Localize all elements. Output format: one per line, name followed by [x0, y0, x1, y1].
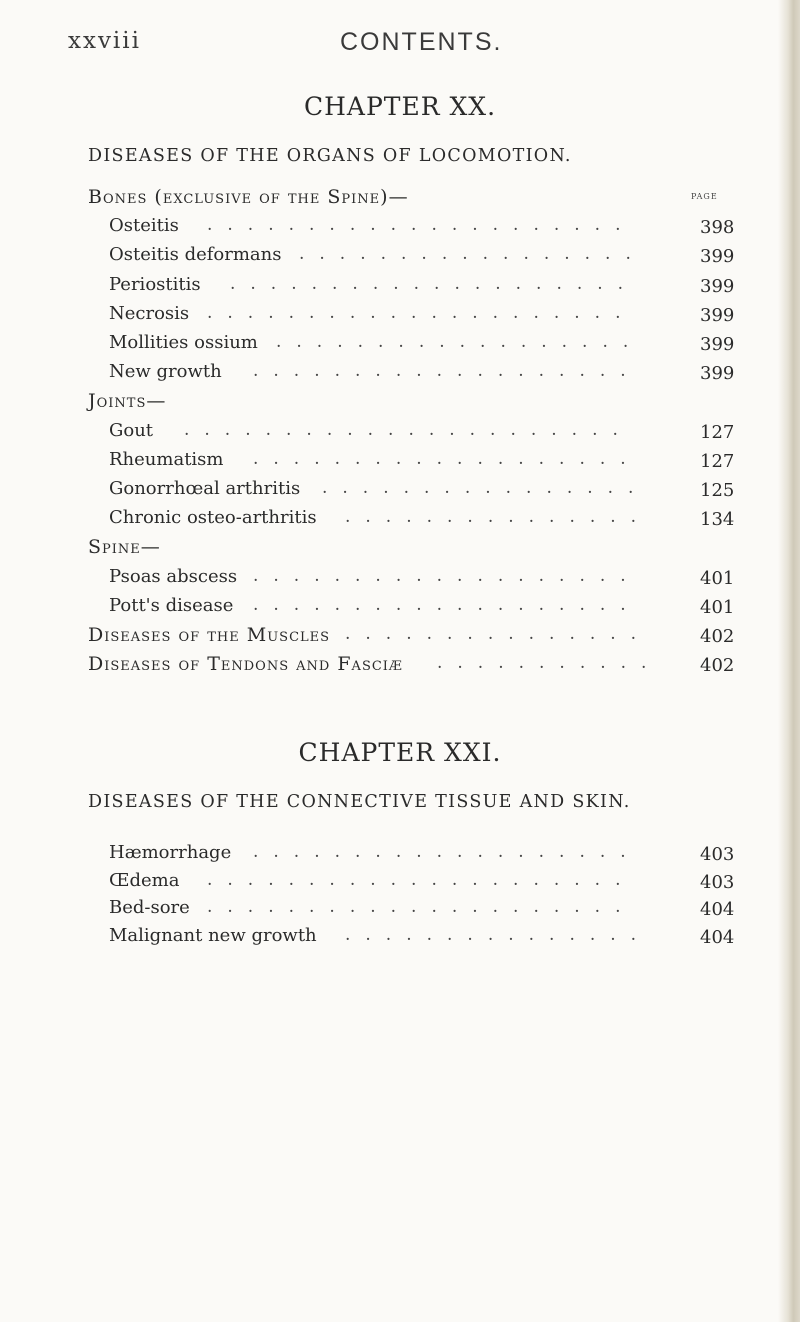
toc-entry: [109, 478, 300, 504]
toc-entry-label: Spine—: [88, 536, 161, 559]
toc-entry: [109, 897, 190, 923]
dot-leader: ......................: [184, 419, 633, 440]
toc-entry: [109, 842, 231, 868]
toc-page-number: 399: [700, 246, 735, 268]
toc-entry-label: Gonorrhœal arthritis: [109, 478, 301, 499]
toc-page-number: 399: [700, 275, 735, 297]
toc-entry-label: Bed-sore: [109, 897, 190, 919]
toc-entry-label: Gout: [109, 419, 154, 441]
chapter-21-subtitle: DISEASES OF THE CONNECTIVE TISSUE AND SKIN.: [88, 792, 631, 812]
toc-page-number: 402: [700, 626, 735, 647]
page-header: [68, 28, 688, 68]
page-edge: [778, 0, 800, 1322]
toc-page-number: 399: [700, 363, 735, 385]
toc-page-number: 399: [700, 304, 735, 326]
toc-page-number: 403: [700, 871, 735, 893]
toc-section-heading: [88, 624, 330, 650]
toc-entry-label: Necrosis: [109, 302, 190, 324]
dot-leader: ...................: [253, 448, 641, 469]
toc-entry: [109, 274, 201, 300]
dot-leader: .....................: [207, 215, 636, 236]
toc-section-heading: [88, 186, 409, 212]
toc-entry-label: Diseases of Tendons and Fasciæ: [88, 653, 403, 676]
dot-leader: .................: [299, 244, 646, 265]
toc-entry-label: Mollities ossium: [109, 332, 258, 353]
toc-entry: [109, 303, 189, 329]
toc-entry-label: Hæmorrhage: [109, 842, 232, 863]
toc-entry-label: Œdema: [109, 869, 180, 891]
toc-entry-label: New growth: [109, 361, 222, 383]
toc-entry-label: Psoas abscess: [109, 565, 238, 587]
toc-entry: [109, 361, 222, 387]
toc-entry: [109, 332, 258, 358]
page-column-label: PAGE: [691, 192, 718, 201]
toc-page-number: 134: [700, 509, 735, 531]
dot-leader: .....................: [207, 869, 636, 890]
dot-leader: ...............: [345, 624, 652, 644]
dot-leader: .....................: [207, 302, 636, 323]
toc-entry: [109, 244, 282, 270]
toc-entry: [109, 215, 179, 241]
toc-entry-label: Bones (exclusive of the Spine)—: [88, 186, 409, 208]
toc-page-number: 404: [700, 926, 735, 948]
dot-leader: .....................: [207, 897, 636, 918]
toc-entry: [109, 925, 317, 951]
toc-entry: [109, 870, 179, 896]
toc-entry-label: Chronic osteo-arthritis: [109, 507, 317, 529]
toc-page-number: 399: [700, 334, 735, 355]
dot-leader: ...................: [253, 594, 641, 615]
dot-leader: ...............: [345, 924, 652, 945]
toc-entry-label: Malignant new growth: [109, 924, 317, 946]
toc-entry: [109, 595, 233, 621]
toc-section-heading: [88, 653, 403, 679]
running-head: CONTENTS.: [340, 28, 503, 56]
toc-entry-label: Pott's disease: [109, 594, 234, 616]
toc-page-number: 402: [700, 655, 735, 677]
toc-page-number: 401: [700, 567, 735, 589]
dot-leader: ...............: [345, 507, 652, 528]
dot-leader: ...................: [253, 842, 641, 862]
toc-entry-label: Rheumatism: [109, 448, 224, 470]
chapter-20-subtitle: DISEASES OF THE ORGANS OF LOCOMOTION.: [88, 146, 572, 166]
toc-section-heading: [88, 390, 166, 416]
chapter-21-title: CHAPTER XXI.: [298, 738, 502, 767]
toc-entry-label: Diseases of the Muscles: [88, 624, 331, 646]
dot-leader: ...........: [437, 653, 662, 674]
toc-entry: [109, 449, 224, 475]
toc-page-number: 404: [700, 899, 735, 921]
toc-entry: [109, 420, 153, 446]
toc-entry-label: Joints—: [88, 390, 167, 413]
toc-entry-label: Periostitis: [109, 273, 201, 295]
toc-section-heading: [88, 536, 161, 562]
toc-entry: [109, 566, 237, 592]
toc-entry: [109, 507, 317, 533]
toc-page-number: 401: [700, 596, 735, 618]
toc-page-number: 398: [700, 217, 735, 239]
page-number: xxviii: [68, 28, 142, 54]
toc-entry-label: Osteitis: [109, 215, 179, 237]
toc-page-number: 127: [700, 421, 735, 443]
dot-leader: ..................: [276, 332, 644, 352]
toc-entry-label: Osteitis deformans: [109, 244, 282, 266]
dot-leader: ...................: [253, 565, 641, 586]
dot-leader: ....................: [230, 273, 639, 294]
toc-page-number: 125: [700, 480, 735, 501]
dot-leader: ................: [322, 478, 649, 498]
dot-leader: ...................: [253, 361, 641, 382]
toc-page-number: 403: [700, 844, 735, 865]
chapter-20-title: CHAPTER XX.: [303, 92, 497, 121]
toc-page-number: 127: [700, 450, 735, 472]
